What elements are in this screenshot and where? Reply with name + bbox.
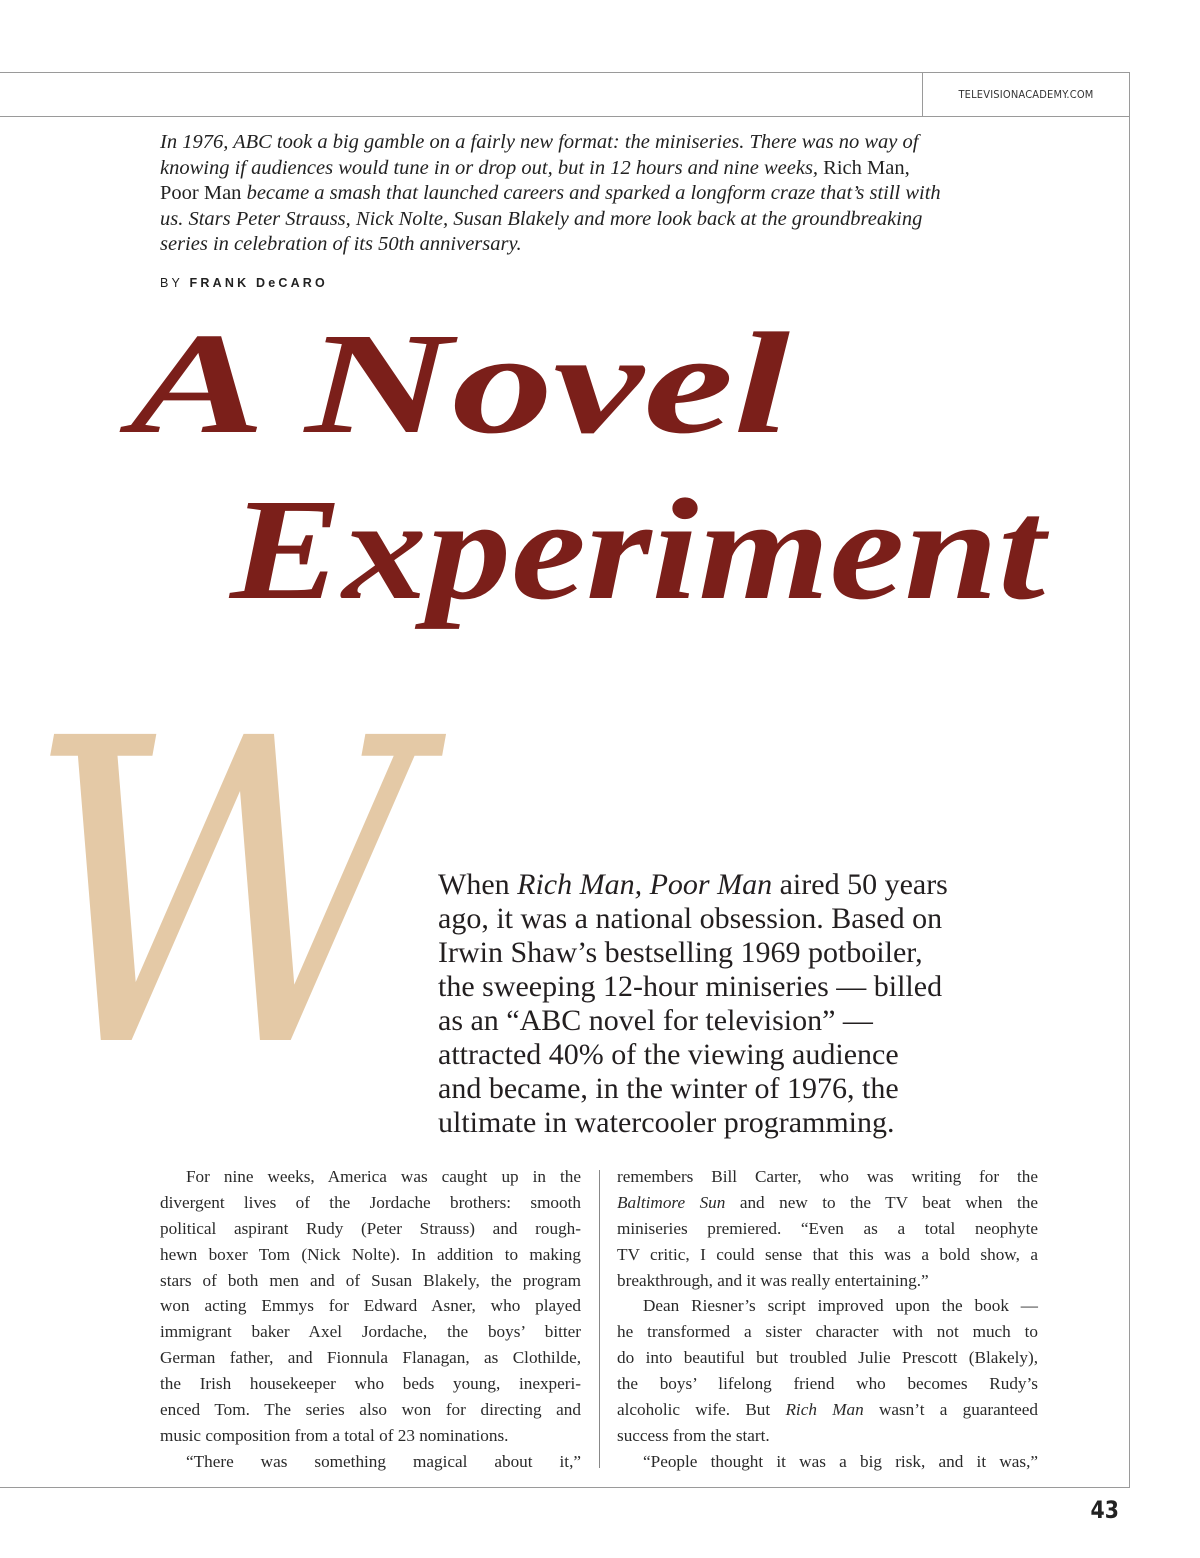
body-text: enced Tom. The series also won for directing and: [160, 1400, 581, 1420]
body-line: [617, 1190, 1038, 1216]
title-line-1: A Novel: [118, 304, 791, 464]
lede-line: [438, 936, 948, 970]
intro-text: knowing if audiences would tune in or drop out, but in 12 hours and nine weeks,: [160, 156, 819, 179]
body-line: [617, 1345, 1038, 1371]
body-line: [617, 1216, 1038, 1242]
lede-line: [438, 1004, 948, 1038]
body-text: political aspirant Rudy (Peter Strauss) and rough-: [160, 1218, 581, 1238]
body-line: [617, 1242, 1038, 1268]
body-text: breakthrough, and it was really entertaining.”: [617, 1270, 929, 1290]
site-url: TELEVISIONACADEMY.COM: [958, 87, 1094, 101]
body-text: music composition from a total of 23 nominations.: [160, 1425, 509, 1445]
lede-text: the sweeping 12-hour miniseries — billed: [438, 970, 943, 1003]
body-text: German father, and Fionnula Flanagan, as Clothilde,: [160, 1348, 581, 1368]
drop-cap-w: W: [25, 651, 452, 1140]
body-text: immigrant baker Axel Jordache, the boys’ bitter: [160, 1322, 581, 1342]
lede-line: [438, 1038, 948, 1072]
intro-text: In 1976, ABC took a big gamble on a fairly new format: the miniseries. There was no way of: [160, 131, 919, 153]
lede-line: [438, 1072, 948, 1106]
lede-text: and became, in the winter of 1976, the: [438, 1072, 899, 1105]
lede-text: ultimate in watercooler programming.: [438, 1106, 895, 1139]
body-line: [160, 1423, 581, 1449]
body-text: miniseries premiered. “Even as a total neophyte: [617, 1218, 1038, 1238]
body-line: [160, 1319, 581, 1345]
body-text: “There was something magical about it,”: [186, 1451, 581, 1471]
body-text: he transformed a sister character with not much to: [617, 1322, 1038, 1342]
byline-prefix: BY: [160, 276, 183, 290]
intro-title-text: Rich Man,: [818, 156, 910, 179]
body-text: won acting Emmys for Edward Asner, who played: [160, 1296, 581, 1316]
body-text: “People thought it was a big risk, and it was,”: [643, 1451, 1038, 1471]
body-text: do into beautiful but troubled Julie Prescott (Blakely),: [617, 1348, 1038, 1368]
body-text: Dean Riesner’s script improved upon the book —: [643, 1296, 1038, 1316]
body-line: [160, 1293, 581, 1319]
body-text: divergent lives of the Jordache brothers: smooth: [160, 1192, 581, 1212]
intro-text: us. Stars Peter Strauss, Nick Nolte, Susan Blakely and more look back at the groundbreaking: [160, 207, 923, 230]
body-column-2: [617, 1164, 1038, 1475]
body-line: [617, 1164, 1038, 1190]
body-line: [617, 1293, 1038, 1319]
intro-title-text: Poor Man: [160, 182, 242, 205]
lede-text: When: [438, 868, 518, 901]
lede-paragraph: [438, 868, 948, 1140]
body-line: [617, 1423, 1038, 1449]
lede-line: [438, 970, 948, 1004]
body-line: [617, 1397, 1038, 1423]
body-line: [160, 1242, 581, 1268]
body-line: [160, 1164, 581, 1190]
body-text: stars of both men and of Susan Blakely, the program: [160, 1270, 581, 1290]
body-line: [160, 1449, 581, 1475]
body-column-1: [160, 1164, 581, 1475]
body-text: and new to the TV beat when the: [725, 1192, 1038, 1212]
body-text: hewn boxer Tom (Nick Nolte). In addition to making: [160, 1244, 581, 1264]
lede-text: as an “ABC novel for television” —: [438, 1004, 873, 1037]
lede-text: Irwin Shaw’s bestselling 1969 potboiler,: [438, 936, 923, 969]
intro-text: became a smash that launched careers and sparked a longform craze that’s still with: [241, 182, 941, 205]
title-line-2: Experiment: [227, 470, 1050, 630]
body-text: the Irish housekeeper who beds young, inexperi-: [160, 1374, 581, 1394]
page-number: 43: [1090, 1496, 1119, 1524]
body-text: For nine weeks, America was caught up in the: [186, 1167, 581, 1186]
body-line: [617, 1449, 1038, 1475]
lede-line: [438, 902, 948, 936]
lede-text: aired 50 years: [772, 868, 948, 901]
body-italic: Rich Man: [785, 1400, 864, 1420]
body-line: [160, 1345, 581, 1371]
body-line: [617, 1268, 1038, 1294]
body-italic: Baltimore Sun: [617, 1192, 726, 1212]
body-text: wasn’t a guaranteed: [863, 1400, 1038, 1420]
column-divider: [599, 1170, 600, 1468]
body-line: [160, 1397, 581, 1423]
lede-text: ago, it was a national obsession. Based on: [438, 902, 943, 935]
intro-text: series in celebration of its 50th anniversary.: [160, 233, 522, 256]
body-line: [160, 1371, 581, 1397]
body-text: alcoholic wife. But: [617, 1400, 786, 1420]
body-line: [617, 1319, 1038, 1345]
lede-text: attracted 40% of the viewing audience: [438, 1038, 899, 1071]
body-text: success from the start.: [617, 1425, 770, 1445]
lede-italic: Rich Man, Poor Man: [517, 868, 773, 901]
body-line: [160, 1216, 581, 1242]
body-line: [160, 1268, 581, 1294]
body-line: [617, 1371, 1038, 1397]
body-text: the boys’ lifelong friend who becomes Rudy’s: [617, 1374, 1038, 1394]
byline-author: FRANK DeCARO: [189, 276, 328, 290]
lede-line: [438, 868, 948, 902]
lede-line: [438, 1106, 948, 1140]
body-text: TV critic, I could sense that this was a bold show, a: [617, 1244, 1038, 1264]
body-line: [160, 1190, 581, 1216]
body-text: remembers Bill Carter, who was writing for the: [617, 1167, 1038, 1186]
